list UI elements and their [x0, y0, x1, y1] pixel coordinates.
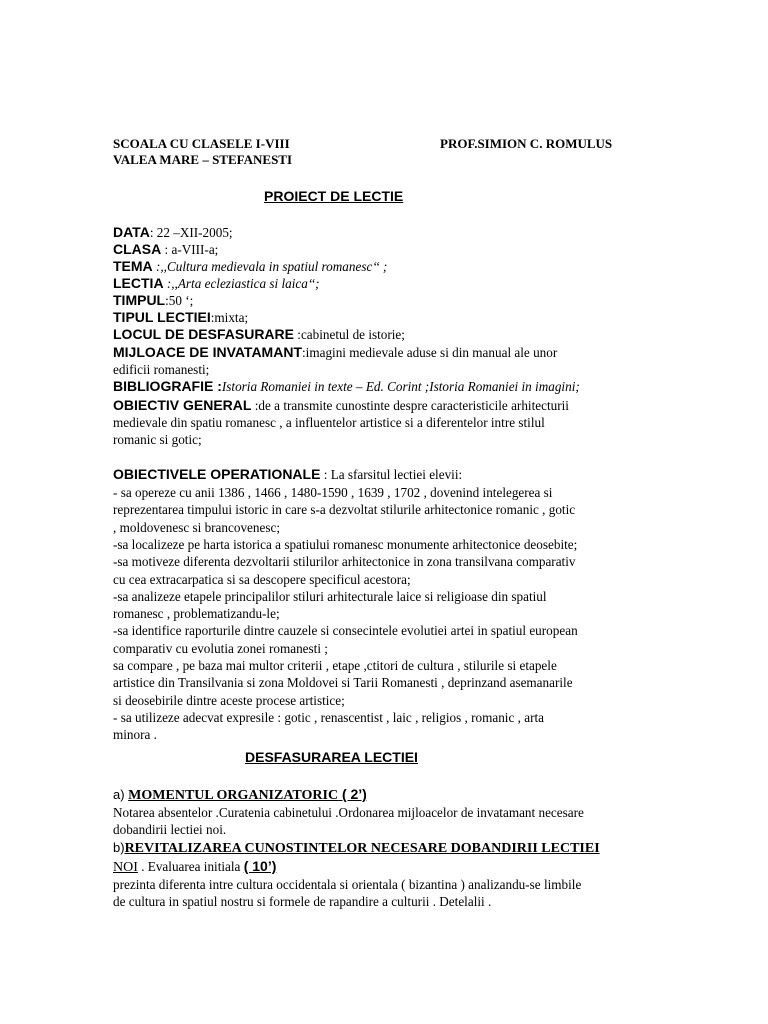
field-lectia	[113, 275, 320, 292]
field-value: :imagini medievale aduse si din manual ale unor	[302, 345, 558, 360]
field-value: Istoria Romaniei in texte – Ed. Corint ;Istoria Romaniei in imagini;	[221, 379, 580, 394]
moment-b-line-1: prezinta diferenta intre cultura occidentala si orientala ( bizantina ) analizandu-se limbile	[113, 877, 582, 892]
operational-line: minora .	[113, 727, 157, 743]
field-label: DATA	[113, 224, 150, 240]
field-value: :,,Arta ecleziastica si laica‘‘;	[163, 276, 320, 291]
field-label: LOCUL DE DESFASURARE	[113, 326, 294, 342]
moment-a-prefix: a)	[113, 787, 129, 802]
field-label: BIBLIOGRAFIE :	[113, 378, 222, 394]
operational-line: cu cea extracarpatica si sa descopere specificul acestora;	[113, 571, 411, 587]
moment-a-time: ( 2’)	[338, 786, 367, 802]
field-label: TIPUL LECTIEI	[113, 309, 211, 325]
operational-line: -sa analizeze etapele principalilor stiluri arhitecturale laice si religioase din spatiul	[113, 588, 547, 604]
moment-a-line-1: Notarea absentelor .Curatenia cabinetului .Ordonarea mijloacelor de invatamant necesare	[113, 805, 584, 820]
field-timpul	[113, 292, 193, 309]
field-label: MIJLOACE DE INVATAMANT	[113, 344, 302, 360]
operational-line: romanesc , problematizandu-le;	[113, 606, 280, 622]
field-locul	[113, 326, 405, 343]
field-tema	[113, 258, 387, 275]
operational-line: si deosebirile dintre aceste procese artistice;	[113, 692, 345, 708]
moment-a-heading	[113, 786, 367, 804]
operational-line: -sa localizeze pe harta istorica a spatiului romanesc monumente arhitectonice deosebite;	[113, 536, 578, 552]
operational-line: , moldovenesc si brancovenesc;	[113, 519, 280, 535]
moment-b-label: REVITALIZAREA CUNOSTINTELOR NECESARE DOBANDIRII LECTIEI	[124, 841, 600, 856]
field-mijloace	[113, 344, 557, 361]
field-value: :50 ‘;	[165, 293, 194, 308]
moment-a-line-2: dobandirii lectiei noi.	[113, 822, 227, 837]
operational-line: artistice din Transilvania si zona Moldovei si Tarii Romanesti , deprinzand asemanarile	[113, 675, 573, 691]
field-label: CLASA	[113, 241, 162, 257]
moment-b-time: ( 10’)	[243, 858, 277, 874]
field-label: TEMA	[113, 258, 153, 274]
operational-line: sa compare , pe baza mai multor criterii , etape ,ctitori de cultura , stilurile si etapele	[113, 658, 557, 673]
moment-b-mid: . Evaluarea initiala	[137, 859, 244, 874]
operational-line: reprezentarea timpului istoric in care s-a dezvoltat stilurile arhitectonice romanic , gotic	[113, 502, 576, 518]
field-tipul	[113, 309, 248, 326]
operational-line: - sa opereze cu anii 1386 , 1466 , 1480-1590 , 1639 , 1702 , dovenind intelegerea si	[113, 485, 553, 500]
field-value: :cabinetul de istorie;	[293, 327, 405, 342]
operational-line: -sa identifice raporturile dintre cauzele si consecintele evolutiei artei in spatiul european	[113, 623, 578, 639]
field-obiectiv-cont-2: romanic si gotic;	[113, 432, 202, 447]
field-data	[113, 224, 233, 241]
field-mijloace-cont: edificii romanesti;	[113, 362, 210, 377]
section-title: DESFASURAREA LECTIEI	[245, 749, 418, 765]
operational-label: OBIECTIVELE OPERATIONALE	[113, 466, 321, 482]
moment-b-label-cont: NOI	[113, 860, 138, 875]
field-label: OBIECTIV GENERAL	[113, 397, 252, 413]
field-obiectiv-cont-1: medievale din spatiu romanesc , a influentelor artistice si a diferentelor intre stilul	[113, 415, 545, 430]
operational-heading	[113, 466, 462, 483]
school-location: VALEA MARE – STEFANESTI	[113, 152, 293, 167]
moment-b-line-2: de cultura in spatiul nostru si formele de rapandire a culturii . Detelalii .	[113, 894, 492, 909]
teacher-name: PROF.SIMION C. ROMULUS	[440, 136, 613, 151]
field-obiectiv	[113, 397, 569, 414]
operational-intro: : La sfarsitul lectiei elevii:	[320, 467, 463, 482]
field-value: : a-VIII-a;	[161, 242, 219, 257]
operational-line: - sa utilizeze adecvat expresile : gotic , renascentist , laic , religios , romanic , arta	[113, 709, 544, 725]
field-value: : 22 –XII-2005;	[149, 225, 233, 240]
field-bibliografie	[113, 378, 580, 395]
moment-b-heading-cont	[113, 858, 276, 876]
moment-a-label: MOMENTUL ORGANIZATORIC	[128, 788, 339, 803]
school-name: SCOALA CU CLASELE I-VIII	[113, 136, 290, 151]
moment-b-prefix: b)	[113, 840, 125, 855]
operational-line: -sa motiveze diferenta dezvoltarii stilurilor arhitectonice in zona transilvana comparativ	[113, 554, 576, 570]
operational-line: comparativ cu evolutia zonei romanesti ;	[113, 640, 328, 656]
field-value: :,,Cultura medievala in spatiul romanesc‘‘ ;	[152, 259, 388, 274]
field-clasa	[113, 241, 218, 258]
field-label: TIMPUL	[113, 292, 166, 308]
moment-b-heading	[113, 839, 600, 857]
page-title: PROIECT DE LECTIE	[264, 188, 404, 204]
field-value: :mixta;	[210, 310, 249, 325]
field-label: LECTIA	[113, 275, 164, 291]
field-value: :de a transmite cunostinte despre caracteristicile arhitecturii	[251, 398, 569, 413]
